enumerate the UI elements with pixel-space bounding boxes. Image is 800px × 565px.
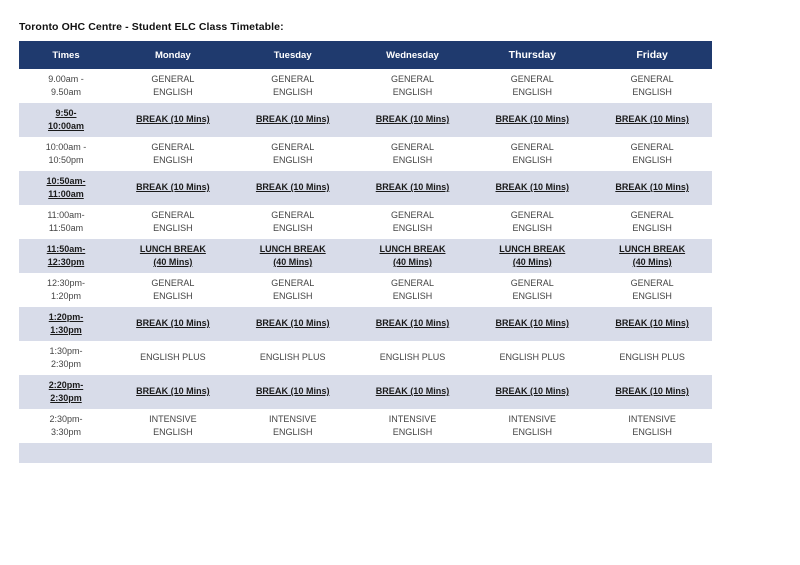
session-text: BREAK (10 Mins) (375, 318, 450, 329)
session-text: GENERAL (510, 141, 554, 152)
session-cell-monday (113, 409, 233, 443)
session-cell-friday (592, 273, 712, 307)
session-cell-tuesday (233, 375, 353, 409)
session-text: (40 Mins) (273, 257, 313, 267)
time-cell (19, 171, 113, 205)
break-row (19, 239, 712, 273)
session-text: BREAK (10 Mins) (495, 318, 570, 329)
session-text: BREAK (10 Mins) (255, 318, 330, 329)
session-cell-tuesday (233, 103, 353, 137)
time-text: 11:00am- (47, 209, 85, 220)
session-text: BREAK (10 Mins) (255, 182, 330, 193)
session-text: GENERAL (151, 141, 195, 152)
session-text: (40 Mins) (153, 257, 193, 267)
session-text: GENERAL (151, 209, 195, 220)
session-text: LUNCH BREAK (139, 243, 206, 254)
session-cell-tuesday (233, 171, 353, 205)
session-cell-monday (113, 69, 233, 103)
session-cell-thursday (472, 375, 592, 409)
session-text: ENGLISH (632, 427, 672, 437)
footer-row (19, 443, 712, 463)
session-text: BREAK (10 Mins) (495, 182, 570, 193)
session-text: BREAK (10 Mins) (615, 318, 689, 329)
session-cell-friday (592, 205, 712, 239)
class-row (19, 273, 712, 307)
session-cell-friday (592, 69, 712, 103)
session-cell-friday (592, 341, 712, 375)
class-row (19, 69, 712, 103)
session-cell-wednesday (353, 273, 473, 307)
session-text: ENGLISH (392, 87, 433, 97)
session-cell-thursday (472, 341, 592, 375)
session-cell-tuesday (233, 341, 353, 375)
session-cell-tuesday (233, 205, 353, 239)
session-text: ENGLISH PLUS (619, 352, 685, 363)
session-cell-wednesday (353, 171, 473, 205)
session-cell-thursday (472, 69, 592, 103)
session-text: BREAK (10 Mins) (136, 182, 210, 193)
session-text: (40 Mins) (392, 257, 432, 267)
session-text: GENERAL (151, 73, 195, 84)
time-cell (19, 69, 113, 103)
session-text: BREAK (10 Mins) (136, 386, 210, 397)
timetable-body (19, 69, 712, 463)
session-cell-monday (113, 205, 233, 239)
time-text: 9.00am - (48, 73, 84, 84)
session-text: ENGLISH (512, 291, 553, 301)
session-cell-wednesday (353, 205, 473, 239)
time-text: 10:50pm (48, 155, 84, 165)
session-cell-wednesday (353, 239, 473, 273)
time-text: 10:00am (47, 121, 85, 131)
session-text: BREAK (10 Mins) (375, 114, 450, 125)
session-text: GENERAL (630, 209, 674, 220)
session-text: ENGLISH (153, 155, 193, 165)
session-text: GENERAL (390, 141, 434, 152)
session-text: ENGLISH (392, 291, 433, 301)
time-text: 2:30pm- (49, 413, 83, 424)
class-row (19, 205, 712, 239)
break-row (19, 375, 712, 409)
session-text: ENGLISH (153, 223, 193, 233)
session-text: GENERAL (271, 277, 315, 288)
header-wednesday: Wednesday (353, 41, 473, 69)
session-text: ENGLISH PLUS (259, 352, 326, 363)
session-text: GENERAL (390, 209, 434, 220)
time-text: 11:50am (48, 223, 84, 233)
session-cell-friday (592, 375, 712, 409)
session-text: ENGLISH (632, 87, 672, 97)
class-row (19, 341, 712, 375)
session-text: GENERAL (630, 277, 674, 288)
session-text: LUNCH BREAK (379, 243, 446, 254)
session-text: BREAK (10 Mins) (495, 114, 570, 125)
time-text: 10:00am - (45, 141, 87, 152)
session-cell-friday (592, 171, 712, 205)
time-cell (19, 341, 113, 375)
session-text: ENGLISH (272, 223, 313, 233)
session-text: ENGLISH (153, 291, 193, 301)
session-text: BREAK (10 Mins) (375, 386, 450, 397)
session-cell-friday (592, 239, 712, 273)
session-cell-thursday (472, 239, 592, 273)
session-text: ENGLISH (632, 291, 672, 301)
session-text: ENGLISH (153, 87, 193, 97)
session-text: INTENSIVE (268, 413, 317, 424)
session-cell-friday (592, 409, 712, 443)
page-title: Toronto OHC Centre - Student ELC Class Timetable: (19, 21, 284, 33)
session-cell-wednesday (353, 103, 473, 137)
session-text: ENGLISH (632, 155, 672, 165)
session-text: LUNCH BREAK (499, 243, 566, 254)
session-text: BREAK (10 Mins) (375, 182, 450, 193)
time-text: 11:00am (48, 189, 84, 199)
session-cell-wednesday (353, 137, 473, 171)
session-cell-wednesday (353, 307, 473, 341)
session-text: ENGLISH (512, 223, 553, 233)
session-text: ENGLISH (632, 223, 672, 233)
session-cell-thursday (472, 307, 592, 341)
session-text: ENGLISH (512, 87, 553, 97)
time-text: 12:30pm- (46, 277, 86, 288)
session-text: GENERAL (390, 277, 434, 288)
header-row (19, 41, 712, 69)
session-cell-thursday (472, 273, 592, 307)
session-cell-thursday (472, 103, 592, 137)
session-text: BREAK (10 Mins) (255, 386, 330, 397)
time-text: 1:20pm- (48, 311, 84, 322)
time-text: 2:30pm (50, 393, 82, 403)
time-text: 9.50am (50, 87, 82, 97)
time-text: 2:30pm (50, 359, 82, 369)
session-text: (40 Mins) (632, 257, 672, 267)
session-text: GENERAL (510, 73, 554, 84)
session-cell-tuesday (233, 409, 353, 443)
session-cell-friday (592, 137, 712, 171)
session-cell-thursday (472, 409, 592, 443)
time-cell (19, 273, 113, 307)
session-cell-monday (113, 137, 233, 171)
session-text: BREAK (10 Mins) (136, 318, 210, 329)
header-thursday: Thursday (472, 41, 592, 69)
session-text: GENERAL (271, 141, 315, 152)
session-cell-monday (113, 103, 233, 137)
session-cell-wednesday (353, 409, 473, 443)
time-text: 10:50am- (46, 175, 86, 186)
session-cell-thursday (472, 171, 592, 205)
session-text: ENGLISH PLUS (379, 352, 446, 363)
session-text: (40 Mins) (512, 257, 552, 267)
session-text: ENGLISH PLUS (140, 352, 206, 363)
time-text: 1:30pm (50, 325, 82, 335)
session-text: ENGLISH (392, 155, 433, 165)
session-cell-wednesday (353, 341, 473, 375)
session-text: ENGLISH (512, 155, 553, 165)
break-row (19, 103, 712, 137)
session-text: ENGLISH PLUS (499, 352, 566, 363)
session-cell-monday (113, 375, 233, 409)
session-text: BREAK (10 Mins) (136, 114, 210, 125)
session-cell-friday (592, 307, 712, 341)
session-text: GENERAL (271, 73, 315, 84)
session-text: ENGLISH (272, 291, 313, 301)
session-cell-wednesday (353, 69, 473, 103)
time-cell (19, 103, 113, 137)
header-monday: Monday (113, 41, 233, 69)
session-text: INTENSIVE (508, 413, 557, 424)
session-cell-monday (113, 341, 233, 375)
session-cell-thursday (472, 205, 592, 239)
session-text: ENGLISH (392, 427, 433, 437)
time-text: 1:30pm- (49, 345, 83, 356)
session-cell-monday (113, 239, 233, 273)
session-cell-monday (113, 307, 233, 341)
header-friday: Friday (592, 41, 712, 69)
footer-cell (19, 443, 712, 463)
session-text: LUNCH BREAK (259, 243, 326, 254)
session-text: GENERAL (390, 73, 434, 84)
time-text: 11:50am- (46, 243, 86, 254)
session-text: ENGLISH (272, 427, 313, 437)
session-text: GENERAL (271, 209, 315, 220)
session-cell-monday (113, 171, 233, 205)
session-text: LUNCH BREAK (619, 243, 686, 254)
session-text: BREAK (10 Mins) (495, 386, 570, 397)
time-cell (19, 307, 113, 341)
session-text: ENGLISH (153, 427, 193, 437)
session-text: GENERAL (510, 209, 554, 220)
class-row (19, 409, 712, 443)
time-cell (19, 375, 113, 409)
time-text: 9:50- (55, 107, 77, 118)
time-cell (19, 137, 113, 171)
session-text: BREAK (10 Mins) (615, 386, 689, 397)
session-cell-thursday (472, 137, 592, 171)
session-text: INTENSIVE (149, 413, 197, 424)
timetable (19, 41, 712, 463)
time-cell (19, 205, 113, 239)
session-cell-tuesday (233, 273, 353, 307)
time-cell (19, 409, 113, 443)
session-cell-friday (592, 103, 712, 137)
break-row (19, 307, 712, 341)
session-text: ENGLISH (392, 223, 433, 233)
session-cell-wednesday (353, 375, 473, 409)
session-text: ENGLISH (512, 427, 553, 437)
session-text: BREAK (10 Mins) (615, 182, 689, 193)
session-text: GENERAL (510, 277, 554, 288)
time-text: 3:30pm (50, 427, 82, 437)
session-text: INTENSIVE (388, 413, 437, 424)
session-cell-tuesday (233, 137, 353, 171)
session-text: ENGLISH (272, 87, 313, 97)
session-text: GENERAL (630, 141, 674, 152)
time-cell (19, 239, 113, 273)
session-cell-tuesday (233, 69, 353, 103)
time-text: 1:20pm (50, 291, 82, 301)
time-text: 2:20pm- (48, 379, 84, 390)
session-text: ENGLISH (272, 155, 313, 165)
session-text: GENERAL (630, 73, 674, 84)
session-cell-tuesday (233, 307, 353, 341)
header-tuesday: Tuesday (233, 41, 353, 69)
session-text: INTENSIVE (628, 413, 676, 424)
session-text: BREAK (10 Mins) (255, 114, 330, 125)
class-row (19, 137, 712, 171)
session-text: GENERAL (151, 277, 195, 288)
time-text: 12:30pm (47, 257, 85, 267)
header-times: Times (19, 41, 113, 69)
break-row (19, 171, 712, 205)
session-cell-monday (113, 273, 233, 307)
session-text: BREAK (10 Mins) (615, 114, 689, 125)
session-cell-tuesday (233, 239, 353, 273)
